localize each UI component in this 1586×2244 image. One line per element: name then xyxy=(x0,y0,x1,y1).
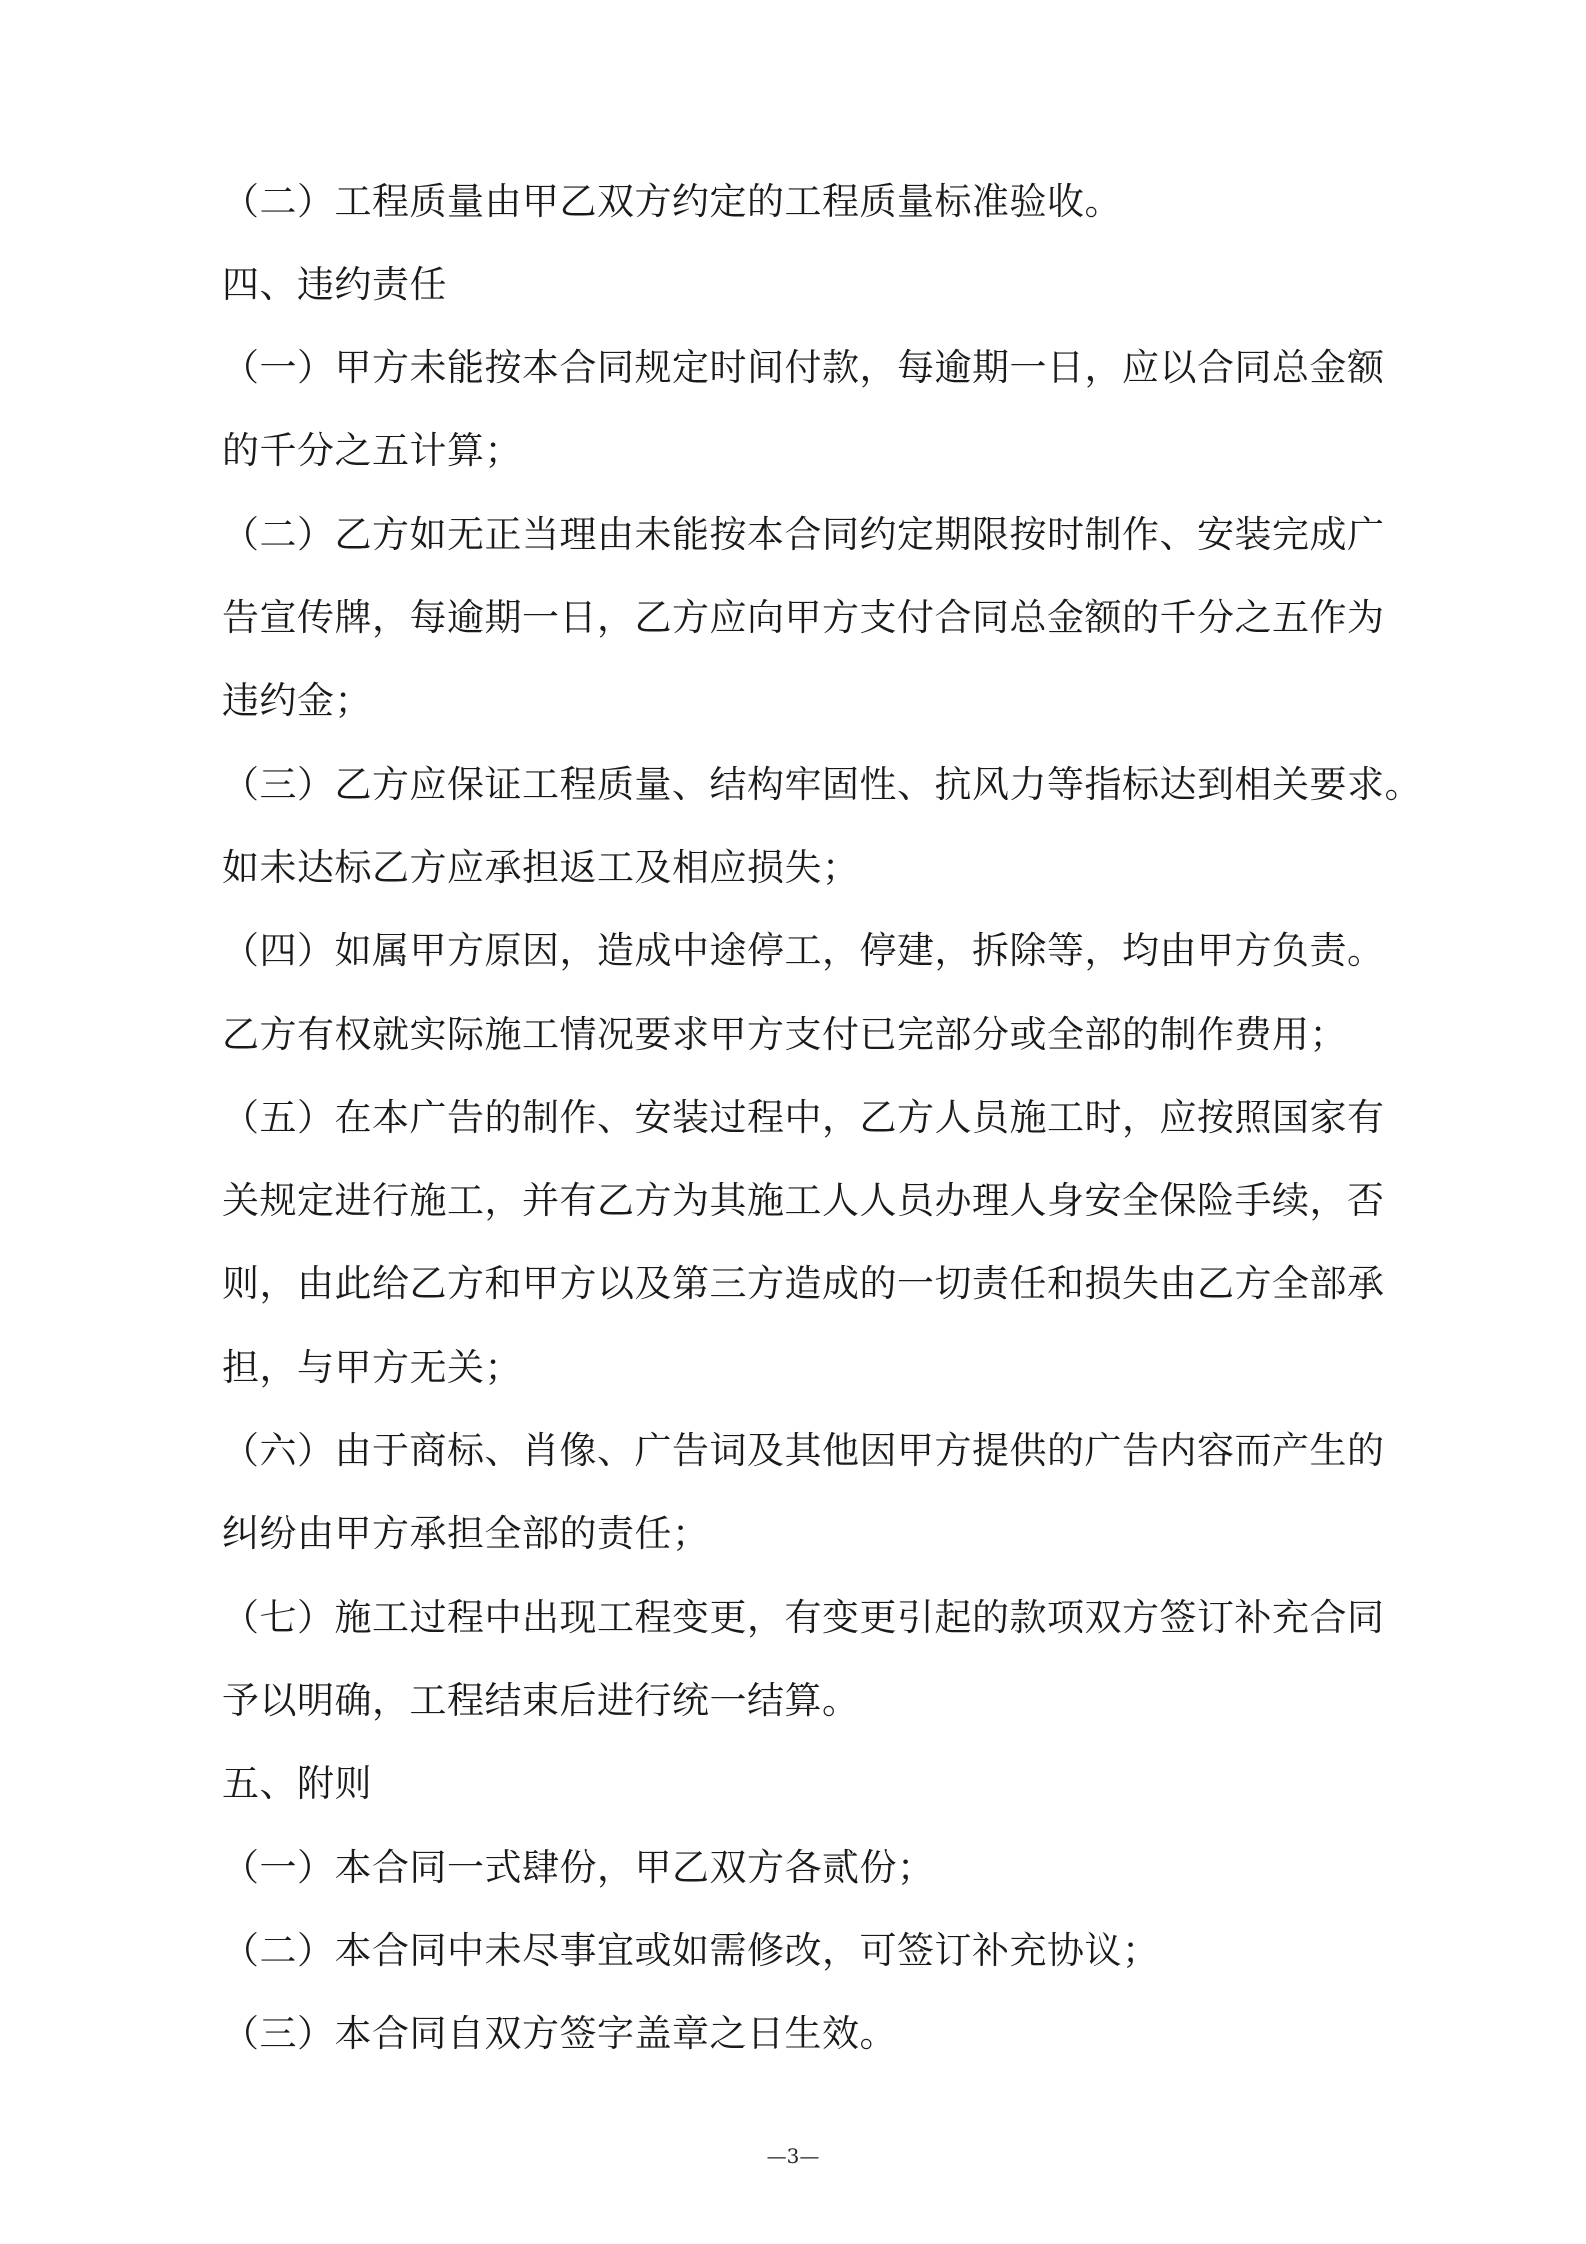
text-line: （四）如属甲方原因，造成中途停工，停建，拆除等，均由甲方负责。 xyxy=(222,929,1385,972)
text-line: 则，由此给乙方和甲方以及第三方造成的一切责任和损失由乙方全部承 xyxy=(222,1262,1385,1305)
text-line: 告宣传牌，每逾期一日，乙方应向甲方支付合同总金额的千分之五作为 xyxy=(222,596,1385,639)
text-line: 予以明确，工程结束后进行统一结算。 xyxy=(222,1679,860,1722)
text-line: 关规定进行施工，并有乙方为其施工人人员办理人身安全保险手续，否 xyxy=(222,1179,1385,1222)
text-line: （一）本合同一式肆份，甲乙双方各贰份； xyxy=(222,1846,935,1889)
text-line: （二）工程质量由甲乙双方约定的工程质量标准验收。 xyxy=(222,180,1122,223)
text-line: 的千分之五计算； xyxy=(222,429,522,472)
text-line: （六）由于商标、肖像、广告词及其他因甲方提供的广告内容而产生的 xyxy=(222,1429,1385,1472)
section-heading: 五、附则 xyxy=(222,1762,372,1805)
text-line: （七）施工过程中出现工程变更，有变更引起的款项双方签订补充合同 xyxy=(222,1596,1385,1639)
text-line: （一）甲方未能按本合同规定时间付款，每逾期一日，应以合同总金额 xyxy=(222,346,1385,389)
text-line: 违约金； xyxy=(222,679,372,722)
text-line: （二）本合同中未尽事宜或如需修改，可签订补充协议； xyxy=(222,1929,1160,1972)
text-line: 纠纷由甲方承担全部的责任； xyxy=(222,1512,710,1555)
text-line: 如未达标乙方应承担返工及相应损失； xyxy=(222,846,860,889)
text-line: （五）在本广告的制作、安装过程中，乙方人员施工时，应按照国家有 xyxy=(222,1096,1385,1139)
text-line: （三）乙方应保证工程质量、结构牢固性、抗风力等指标达到相关要求。 xyxy=(222,763,1422,806)
section-heading: 四、违约责任 xyxy=(222,263,447,306)
text-line: 乙方有权就实际施工情况要求甲方支付已完部分或全部的制作费用； xyxy=(222,1013,1347,1056)
text-line: （三）本合同自双方签字盖章之日生效。 xyxy=(222,2012,897,2055)
page-number: —3— xyxy=(766,2144,820,2168)
text-line: 担，与甲方无关； xyxy=(222,1346,522,1389)
text-line: （二）乙方如无正当理由未能按本合同约定期限按时制作、安装完成广 xyxy=(222,513,1385,556)
